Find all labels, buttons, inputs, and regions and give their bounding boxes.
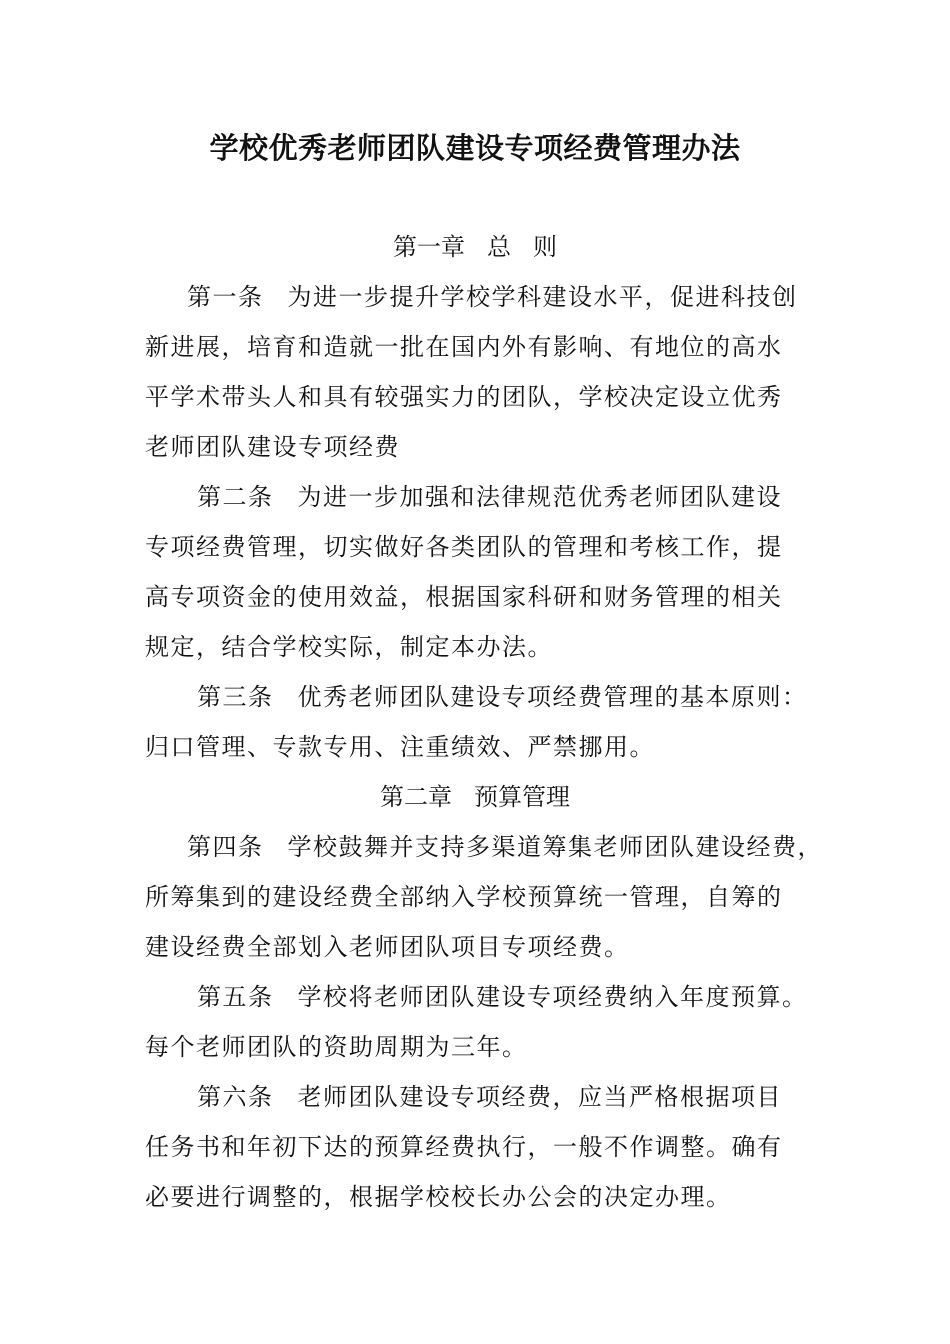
article-6-label: 第六条 — [197, 1083, 274, 1111]
article-6-text-1: 老师团队建设专项经费，应当严格根据项目 — [297, 1083, 782, 1111]
chapter-heading-1 — [0, 230, 950, 264]
article-2-line-2: 专项经费管理，切实做好各类团队的管理和考核工作，提 — [145, 533, 783, 561]
article-6-line-2: 任务书和年初下达的预算经费执行，一般不作调整。确有 — [145, 1133, 783, 1161]
article-2-line-3: 高专项资金的使用效益，根据国家科研和财务管理的相关 — [145, 583, 783, 611]
article-1-line-4: 老师团队建设专项经费 — [145, 433, 400, 461]
article-4-line-3: 建设经费全部划入老师团队项目专项经费。 — [145, 933, 630, 961]
article-5-line-1 — [197, 980, 808, 1014]
article-5-text-1: 学校将老师团队建设专项经费纳入年度预算。 — [297, 983, 808, 1011]
article-2-text-1: 为进一步加强和法律规范优秀老师团队建设 — [297, 483, 782, 511]
chapter-1-prefix: 第一章 — [393, 233, 465, 261]
article-1-text-1: 为进一步提升学校学科建设水平，促进科技创 — [287, 283, 798, 311]
article-1-line-2: 新进展，培育和造就一批在国内外有影响、有地位的高水 — [145, 333, 783, 361]
article-1-line-1 — [187, 280, 798, 314]
article-6-line-3: 必要进行调整的，根据学校校长办公会的决定办理。 — [145, 1183, 732, 1211]
article-3-line-1 — [197, 680, 808, 714]
article-3-line-2: 归口管理、专款专用、注重绩效、严禁挪用。 — [145, 733, 655, 761]
article-2-line-4: 规定，结合学校实际，制定本办法。 — [145, 633, 553, 661]
article-4-line-2: 所筹集到的建设经费全部纳入学校预算统一管理，自筹的 — [145, 883, 783, 911]
article-3-text-1: 优秀老师团队建设专项经费管理的基本原则： — [297, 683, 808, 711]
article-4-text-1: 学校鼓舞并支持多渠道筹集老师团队建设经费， — [287, 833, 823, 861]
article-2-line-1 — [197, 480, 782, 514]
chapter-heading-2 — [0, 780, 950, 814]
article-1-line-3: 平学术带头人和具有较强实力的团队，学校决定设立优秀 — [145, 383, 783, 411]
article-3-label: 第三条 — [197, 683, 274, 711]
chapter-2-prefix: 第二章 — [380, 783, 452, 811]
article-4-label: 第四条 — [187, 833, 264, 861]
article-6-line-1 — [197, 1080, 782, 1114]
chapter-1-word-2: 则 — [533, 233, 557, 261]
article-5-label: 第五条 — [197, 983, 274, 1011]
document-title: 学校优秀老师团队建设专项经费管理办法 — [209, 131, 741, 165]
article-4-line-1 — [187, 830, 823, 864]
chapter-2-name: 预算管理 — [474, 783, 570, 811]
article-1-label: 第一条 — [187, 283, 264, 311]
article-5-line-2: 每个老师团队的资助周期为三年。 — [145, 1033, 528, 1061]
chapter-1-word-1: 总 — [487, 233, 511, 261]
article-2-label: 第二条 — [197, 483, 274, 511]
